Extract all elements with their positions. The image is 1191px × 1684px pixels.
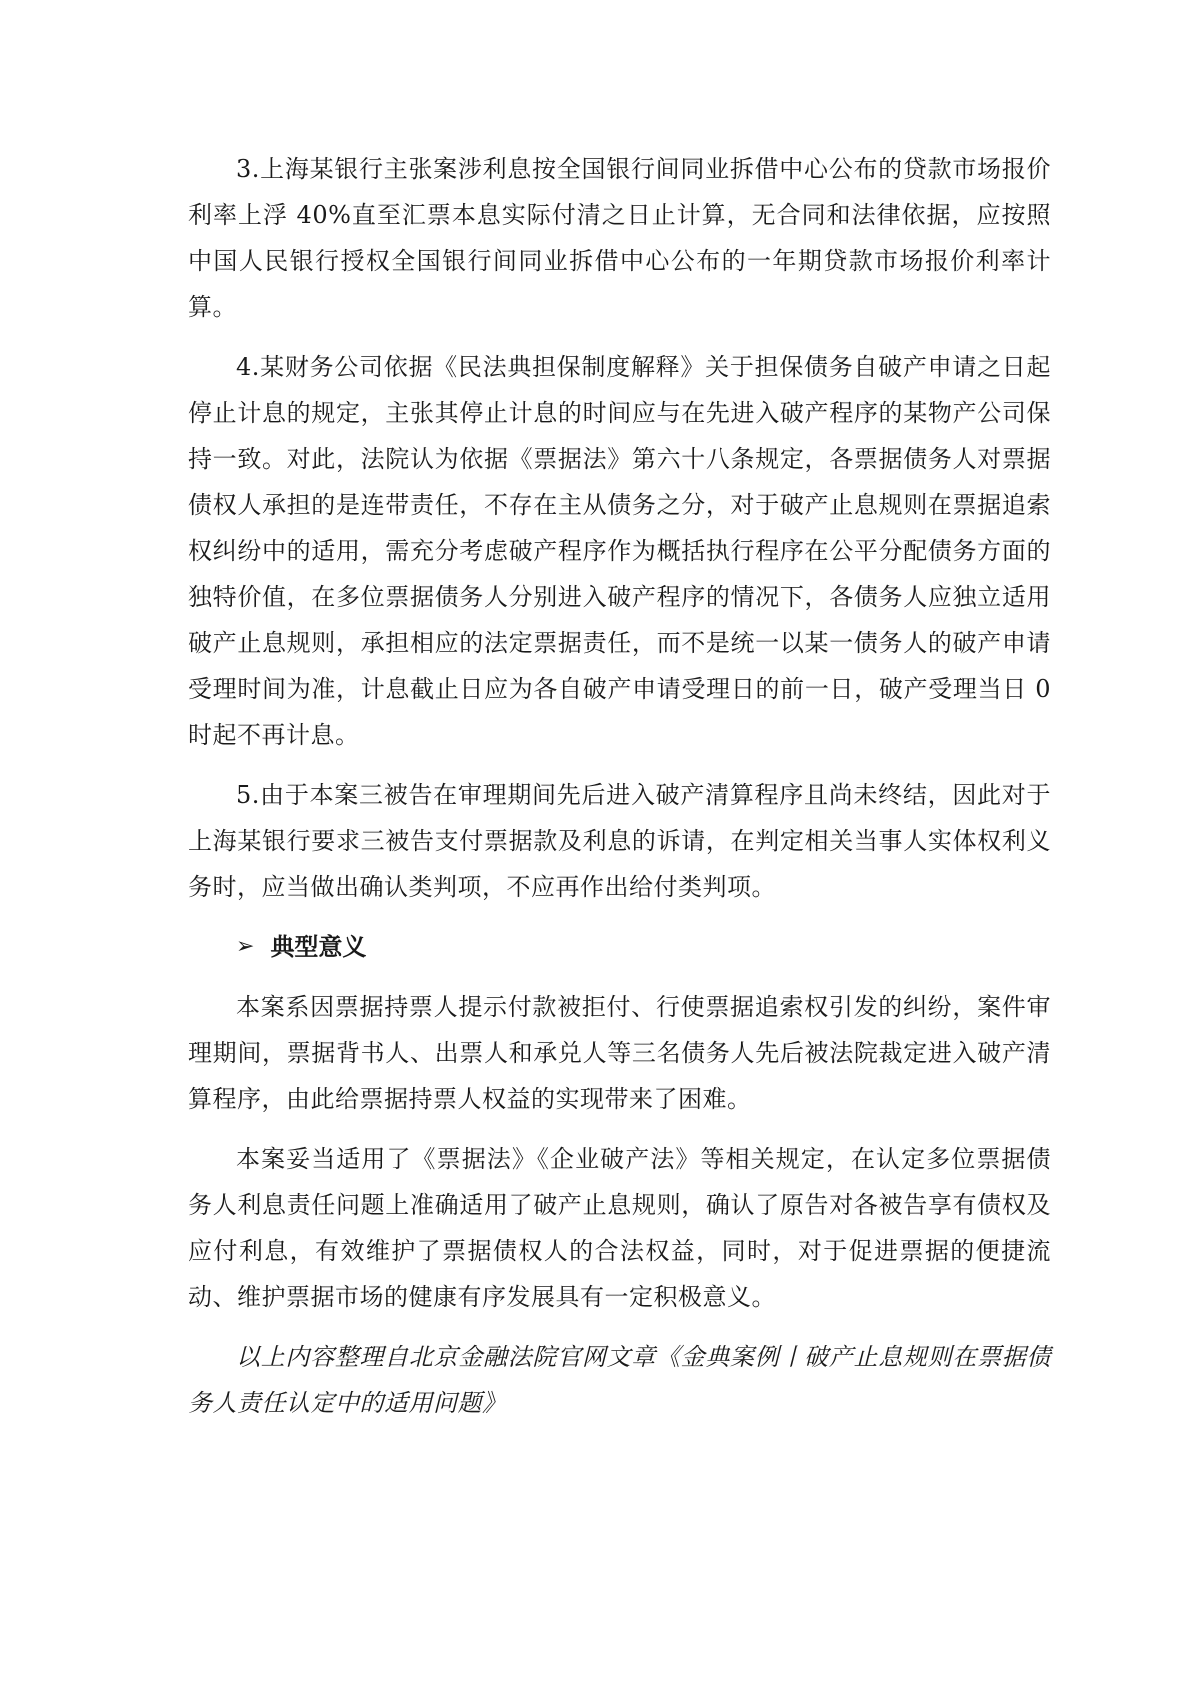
paragraph-4-stop-interest: 4.某财务公司依据《民法典担保制度解释》关于担保债务自破产申请之日起停止计息的规定，主张其停止计息的时间应与在先进入破产程序的某物产公司保持一致。对此，法院认为依据《票据法》第六十八条规定，各票据债务人对票据债权人承担的是连带责任，不存在主从债务之分，对于破产止息规则在票据追索权纠纷中的适用，需充分考虑破产程序作为概括执行程序在公平分配债务方面的独特价值，在多位票据债务人分别进入破产程序的情况下，各债务人应独立适用破产止息规则，承担相应的法定票据责任，而不是统一以某一债务人的破产申请受理时间为准，计息截止日应为各自破产申请受理日的前一日，破产受理当日 0 时起不再计息。 bbox=[188, 353, 1051, 749]
section-heading-label: 典型意义 bbox=[270, 932, 367, 961]
arrow-bullet-icon: ➢ bbox=[236, 934, 255, 959]
significance-paragraph-2: 本案妥当适用了《票据法》《企业破产法》等相关规定，在认定多位票据债务人利息责任问题上准确适用了破产止息规则，确认了原告对各被告享有债权及应付利息，有效维护了票据债权人的合法权益，同时，对于促进票据的便捷流动、维护票据市场的健康有序发展具有一定积极意义。 bbox=[188, 1145, 1051, 1311]
section-heading-significance bbox=[188, 924, 1051, 970]
source-note: 以上内容整理自北京金融法院官网文章《金典案例丨破产止息规则在票据债务人责任认定中的适用问题》 bbox=[188, 1343, 1051, 1417]
significance-paragraph-1: 本案系因票据持票人提示付款被拒付、行使票据追索权引发的纠纷，案件审理期间，票据背书人、出票人和承兑人等三名债务人先后被法院裁定进入破产清算程序，由此给票据持票人权益的实现带来了困难。 bbox=[188, 993, 1051, 1113]
paragraph-5-confirmation: 5.由于本案三被告在审理期间先后进入破产清算程序且尚未终结，因此对于上海某银行要求三被告支付票据款及利息的诉请，在判定相关当事人实体权利义务时，应当做出确认类判项，不应再作出给付类判项。 bbox=[188, 781, 1051, 901]
paragraph-3-interest-rate: 3.上海某银行主张案涉利息按全国银行间同业拆借中心公布的贷款市场报价利率上浮 40%直至汇票本息实际付清之日止计算，无合同和法律依据，应按照中国人民银行授权全国银行间同业拆借中心公布的一年期贷款市场报价利率计算。 bbox=[188, 155, 1051, 321]
